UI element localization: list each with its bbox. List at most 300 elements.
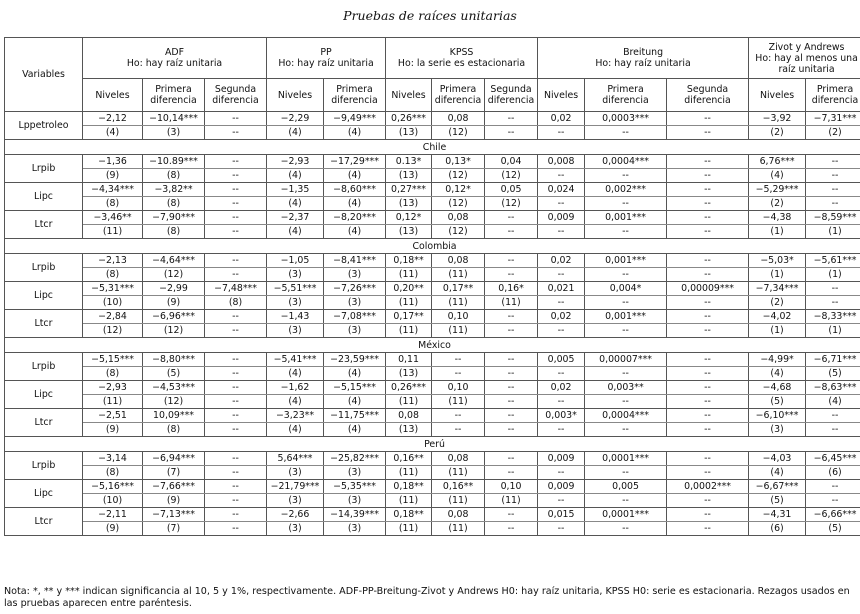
statistic-cell: 0,0001*** <box>585 508 667 522</box>
lag-cell: (5) <box>749 395 806 409</box>
statistic-cell: −4,68 <box>749 381 806 395</box>
table-row-lags <box>5 169 860 183</box>
lag-cell: (4) <box>267 395 324 409</box>
statistic-cell: -- <box>205 508 267 522</box>
lag-cell: -- <box>538 126 585 140</box>
statistic-cell: -- <box>205 310 267 324</box>
lag-cell: -- <box>667 494 749 508</box>
statistic-cell: 10,09*** <box>143 409 205 423</box>
table-row-statistics <box>5 508 860 522</box>
lag-cell: (4) <box>324 126 386 140</box>
statistic-cell: −7,13*** <box>143 508 205 522</box>
statistic-cell: −3,92 <box>749 112 806 126</box>
statistic-cell: −4,99* <box>749 353 806 367</box>
statistic-cell: 0,17** <box>432 282 485 296</box>
lag-cell: -- <box>585 466 667 480</box>
variables-header: Variables <box>5 38 83 112</box>
statistic-cell: -- <box>667 155 749 169</box>
statistic-cell: −5,41*** <box>267 353 324 367</box>
lag-cell: (1) <box>806 225 860 239</box>
statistic-cell: −2,99 <box>143 282 205 296</box>
lag-cell: -- <box>485 466 538 480</box>
statistic-cell: −2,13 <box>83 254 143 268</box>
lag-cell: (3) <box>324 494 386 508</box>
variable-name-cell: Lipc <box>5 282 83 310</box>
table-row-lags <box>5 522 860 536</box>
variable-name-cell: Lrpib <box>5 254 83 282</box>
statistic-cell: −3,46** <box>83 211 143 225</box>
statistic-cell: 0,005 <box>538 353 585 367</box>
lag-cell: (11) <box>485 296 538 310</box>
lag-cell: (11) <box>432 522 485 536</box>
variable-name-cell: Lrpib <box>5 353 83 381</box>
statistic-cell: −4,53*** <box>143 381 205 395</box>
table-row-statistics <box>5 211 860 225</box>
statistic-cell: 0,16** <box>386 452 432 466</box>
statistic-cell: -- <box>806 409 860 423</box>
header-text-line: PP <box>320 47 332 58</box>
statistic-cell: 0,001*** <box>585 310 667 324</box>
statistic-cell: 0,02 <box>538 254 585 268</box>
statistic-cell: -- <box>667 508 749 522</box>
lag-cell: (2) <box>749 197 806 211</box>
lag-cell: (11) <box>386 268 432 282</box>
country-section-label: Colombia <box>5 239 860 254</box>
table-row-lags <box>5 395 860 409</box>
statistic-cell: 0,18** <box>386 508 432 522</box>
header-row-groups <box>5 38 860 79</box>
lag-cell: (3) <box>324 466 386 480</box>
table-row-statistics <box>5 282 860 296</box>
statistic-cell: -- <box>806 282 860 296</box>
table-row-statistics <box>5 409 860 423</box>
statistic-cell: −8,20*** <box>324 211 386 225</box>
lag-cell: -- <box>585 268 667 282</box>
statistic-cell: −6,67*** <box>749 480 806 494</box>
lag-cell: -- <box>485 395 538 409</box>
statistic-cell: −4,02 <box>749 310 806 324</box>
statistic-cell: 0,005 <box>585 480 667 494</box>
group-header-zivot-andrews <box>749 38 860 79</box>
lag-cell: (4) <box>324 225 386 239</box>
subcol-header <box>205 79 267 112</box>
statistic-cell: 0,0002*** <box>667 480 749 494</box>
statistic-cell: −5,35*** <box>324 480 386 494</box>
lag-cell: -- <box>205 395 267 409</box>
statistic-cell: -- <box>432 409 485 423</box>
statistic-cell: 0,13* <box>432 155 485 169</box>
lag-cell: (13) <box>386 126 432 140</box>
table-row-statistics <box>5 452 860 466</box>
statistic-cell: 0,17** <box>386 310 432 324</box>
lag-cell: -- <box>205 197 267 211</box>
lag-cell: (9) <box>143 296 205 310</box>
statistic-cell: −21,79*** <box>267 480 324 494</box>
lag-cell: -- <box>667 268 749 282</box>
lag-cell: (3) <box>267 494 324 508</box>
lag-cell: (1) <box>749 225 806 239</box>
lag-cell: (8) <box>205 296 267 310</box>
header-text-line: Segunda <box>214 84 257 95</box>
lag-cell: (4) <box>324 197 386 211</box>
statistic-cell: -- <box>205 452 267 466</box>
statistic-cell: −3,14 <box>83 452 143 466</box>
lag-cell: -- <box>205 268 267 282</box>
statistic-cell: −6,66*** <box>806 508 860 522</box>
lag-cell: (12) <box>143 324 205 338</box>
lag-cell: (5) <box>143 367 205 381</box>
statistic-cell: −2,51 <box>83 409 143 423</box>
statistic-cell: −8,41*** <box>324 254 386 268</box>
table-row-statistics <box>5 480 860 494</box>
lag-cell: -- <box>205 169 267 183</box>
lag-cell: (12) <box>143 268 205 282</box>
lag-cell: (11) <box>432 466 485 480</box>
lag-cell: (3) <box>324 324 386 338</box>
lag-cell: -- <box>205 126 267 140</box>
lag-cell: (8) <box>83 197 143 211</box>
lag-cell: (7) <box>143 466 205 480</box>
lag-cell: -- <box>585 367 667 381</box>
statistic-cell: −10,14*** <box>143 112 205 126</box>
lag-cell: -- <box>485 423 538 437</box>
header-text-line: raíz unitaria <box>778 63 835 75</box>
lag-cell: (5) <box>749 494 806 508</box>
statistic-cell: −5,15*** <box>83 353 143 367</box>
statistic-cell: 0,27*** <box>386 183 432 197</box>
lag-cell: -- <box>538 268 585 282</box>
lag-cell: (4) <box>324 395 386 409</box>
statistic-cell: −7,66*** <box>143 480 205 494</box>
statistic-cell: -- <box>205 480 267 494</box>
lag-cell: (11) <box>386 522 432 536</box>
subcol-header <box>485 79 538 112</box>
lag-cell: (11) <box>432 324 485 338</box>
lag-cell: -- <box>205 225 267 239</box>
statistic-cell: −8,63*** <box>806 381 860 395</box>
header-text-line: Ho: hay raíz unitaria <box>278 58 374 69</box>
lag-cell: -- <box>432 423 485 437</box>
statistic-cell: 0,0004*** <box>585 155 667 169</box>
statistic-cell: −10.89*** <box>143 155 205 169</box>
header-text-line: Niveles <box>95 89 130 101</box>
lag-cell: -- <box>806 296 860 310</box>
lag-cell: (13) <box>386 197 432 211</box>
statistic-cell: −17,29*** <box>324 155 386 169</box>
table-row-lags <box>5 367 860 381</box>
statistic-cell: −2,93 <box>83 381 143 395</box>
subcol-header <box>143 79 205 112</box>
lag-cell: (11) <box>432 296 485 310</box>
lag-cell: -- <box>538 367 585 381</box>
statistic-cell: 0,08 <box>386 409 432 423</box>
lag-cell: -- <box>585 296 667 310</box>
country-section-row <box>5 140 860 155</box>
statistic-cell: -- <box>205 155 267 169</box>
country-section-label: México <box>5 338 860 353</box>
lag-cell: (4) <box>749 367 806 381</box>
statistic-cell: -- <box>667 353 749 367</box>
statistic-cell: 0,08 <box>432 112 485 126</box>
statistic-cell: −7,34*** <box>749 282 806 296</box>
lag-cell: (11) <box>432 494 485 508</box>
table-note: Nota: *, ** y *** indican significancia al 10, 5 y 1%, respectivamente. ADF-PP-Breitung-Zivot y Andrews H0: hay raíz unitaria, KPSS H0: serie es estacionaria. Rezagos usados en las pruebas aparecen entre paréntesis. <box>4 586 850 609</box>
country-section-label: Chile <box>5 140 860 155</box>
lag-cell: (9) <box>83 423 143 437</box>
statistic-cell: −4,64*** <box>143 254 205 268</box>
statistic-cell: −6,45*** <box>806 452 860 466</box>
lag-cell: -- <box>667 324 749 338</box>
header-text-line: Niveles <box>759 89 795 101</box>
lag-cell: (8) <box>143 197 205 211</box>
statistic-cell: −3,23** <box>267 409 324 423</box>
statistic-cell: −14,39*** <box>324 508 386 522</box>
statistic-cell: −7,31*** <box>806 112 860 126</box>
statistic-cell: −6,10*** <box>749 409 806 423</box>
statistic-cell: 0,18** <box>386 480 432 494</box>
header-text-line: diferencia <box>331 95 378 106</box>
statistic-cell: −4,31 <box>749 508 806 522</box>
statistic-cell: −4,34*** <box>83 183 143 197</box>
lag-cell: -- <box>585 197 667 211</box>
statistic-cell: 0,26*** <box>386 112 432 126</box>
header-text-line: Primera <box>155 84 192 95</box>
lag-cell: -- <box>538 466 585 480</box>
lag-cell: (3) <box>749 423 806 437</box>
lag-cell: (4) <box>324 423 386 437</box>
group-header-kpss <box>386 38 538 79</box>
statistic-cell: 0,0003*** <box>585 112 667 126</box>
statistic-cell: -- <box>667 310 749 324</box>
header-text-line: Ho: hay raíz unitaria <box>126 58 223 69</box>
lag-cell: -- <box>538 324 585 338</box>
lag-cell: (11) <box>386 466 432 480</box>
lag-cell: -- <box>205 367 267 381</box>
lag-cell: (1) <box>806 324 860 338</box>
lag-cell: (8) <box>83 268 143 282</box>
lag-cell: -- <box>205 522 267 536</box>
statistic-cell: 0,002*** <box>585 183 667 197</box>
statistic-cell: −1,36 <box>83 155 143 169</box>
statistic-cell: 0,08 <box>432 452 485 466</box>
header-text-line: Breitung <box>623 47 664 58</box>
statistic-cell: 0,10 <box>485 480 538 494</box>
lag-cell: (11) <box>432 268 485 282</box>
lag-cell: (12) <box>485 197 538 211</box>
table-row-lags <box>5 324 860 338</box>
variable-name-cell: Lipc <box>5 381 83 409</box>
header-text-line: diferencia <box>150 95 197 106</box>
lag-cell: (8) <box>143 225 205 239</box>
lag-cell: -- <box>806 169 860 183</box>
statistic-cell: -- <box>667 254 749 268</box>
statistic-cell: -- <box>806 480 860 494</box>
country-section-row <box>5 338 860 353</box>
statistic-cell: −2,29 <box>267 112 324 126</box>
statistic-cell: 0,11 <box>386 353 432 367</box>
lag-cell: (11) <box>83 395 143 409</box>
lag-cell: (11) <box>432 395 485 409</box>
statistic-cell: -- <box>485 254 538 268</box>
statistic-cell: −11,75*** <box>324 409 386 423</box>
statistic-cell: 0.13* <box>386 155 432 169</box>
lag-cell: -- <box>538 423 585 437</box>
statistic-cell: −6,96*** <box>143 310 205 324</box>
statistic-cell: 0,08 <box>432 508 485 522</box>
statistic-cell: -- <box>806 183 860 197</box>
group-header-adf <box>83 38 267 79</box>
statistic-cell: 0,00009*** <box>667 282 749 296</box>
lag-cell: -- <box>667 225 749 239</box>
statistic-cell: −1,05 <box>267 254 324 268</box>
lag-cell: -- <box>485 268 538 282</box>
country-section-label: Perú <box>5 437 860 452</box>
table-row-statistics <box>5 112 860 126</box>
group-header-pp <box>267 38 386 79</box>
statistic-cell: 0,001*** <box>585 254 667 268</box>
lag-cell: (1) <box>749 324 806 338</box>
table-row-statistics <box>5 381 860 395</box>
group-header-breitung <box>538 38 749 79</box>
statistic-cell: -- <box>667 183 749 197</box>
lag-cell: (11) <box>386 395 432 409</box>
lag-cell: (8) <box>143 169 205 183</box>
statistic-cell: 0,009 <box>538 480 585 494</box>
lag-cell: (4) <box>749 466 806 480</box>
lag-cell: -- <box>205 324 267 338</box>
header-text-line: KPSS <box>449 47 474 58</box>
lag-cell: (12) <box>485 169 538 183</box>
subcol-header <box>267 79 324 112</box>
lag-cell: -- <box>585 225 667 239</box>
lag-cell: (3) <box>267 466 324 480</box>
lag-cell: (11) <box>485 494 538 508</box>
lag-cell: (3) <box>267 296 324 310</box>
statistic-cell: 0,26*** <box>386 381 432 395</box>
header-text-line: Niveles <box>543 89 579 101</box>
lag-cell: (3) <box>267 268 324 282</box>
statistic-cell: −1,43 <box>267 310 324 324</box>
table-row-statistics <box>5 183 860 197</box>
header-text-line: Zivot y Andrews <box>768 41 845 53</box>
lag-cell: -- <box>667 169 749 183</box>
statistic-cell: −7,08*** <box>324 310 386 324</box>
lag-cell: (4) <box>83 126 143 140</box>
lag-cell: (5) <box>806 522 860 536</box>
lag-cell: -- <box>585 324 667 338</box>
statistic-cell: -- <box>205 381 267 395</box>
lag-cell: -- <box>667 367 749 381</box>
statistic-cell: -- <box>667 452 749 466</box>
lag-cell: -- <box>667 296 749 310</box>
statistic-cell: −5,16*** <box>83 480 143 494</box>
header-text-line: diferencia <box>434 95 482 106</box>
variable-name-cell: Lipc <box>5 480 83 508</box>
lag-cell: -- <box>538 522 585 536</box>
lag-cell: (4) <box>324 367 386 381</box>
statistic-cell: 0,12* <box>432 183 485 197</box>
statistic-cell: -- <box>485 310 538 324</box>
header-text-line: diferencia <box>602 95 649 106</box>
statistic-cell: -- <box>205 183 267 197</box>
table-row-lags <box>5 126 860 140</box>
header-text-line: diferencia <box>212 95 259 106</box>
lag-cell: (3) <box>267 522 324 536</box>
statistic-cell: 0,10 <box>432 310 485 324</box>
country-section-row <box>5 239 860 254</box>
statistic-cell: −2,12 <box>83 112 143 126</box>
lag-cell: -- <box>538 395 585 409</box>
lag-cell: (3) <box>143 126 205 140</box>
header-text-line: Primera <box>439 84 477 95</box>
variable-name-cell: Ltcr <box>5 508 83 536</box>
lag-cell: (1) <box>806 268 860 282</box>
statistic-cell: 0,003** <box>585 381 667 395</box>
header-text-line: ADF <box>164 47 185 58</box>
lag-cell: -- <box>538 296 585 310</box>
lag-cell: (5) <box>806 367 860 381</box>
lag-cell: -- <box>205 466 267 480</box>
statistic-cell: −8,33*** <box>806 310 860 324</box>
subcol-header <box>538 79 585 112</box>
header-row-subcols <box>5 79 860 112</box>
table-body <box>5 38 860 536</box>
statistic-cell: 0,02 <box>538 112 585 126</box>
statistic-cell: −4,38 <box>749 211 806 225</box>
lag-cell: (13) <box>386 169 432 183</box>
statistic-cell: −1,35 <box>267 183 324 197</box>
statistic-cell: 0,02 <box>538 310 585 324</box>
statistic-cell: -- <box>667 409 749 423</box>
statistic-cell: 5,64*** <box>267 452 324 466</box>
statistic-cell: −8,60*** <box>324 183 386 197</box>
statistic-cell: −9,49*** <box>324 112 386 126</box>
statistic-cell: 0,004* <box>585 282 667 296</box>
lag-cell: (11) <box>386 324 432 338</box>
statistic-cell: −5,29*** <box>749 183 806 197</box>
table-row-lags <box>5 197 860 211</box>
header-text-line: Segunda <box>490 84 532 95</box>
statistic-cell: −25,82*** <box>324 452 386 466</box>
statistic-cell: -- <box>485 211 538 225</box>
lag-cell: (12) <box>83 324 143 338</box>
statistic-cell: −5,61*** <box>806 254 860 268</box>
statistic-cell: 6,76*** <box>749 155 806 169</box>
lag-cell: (8) <box>83 466 143 480</box>
statistic-cell: −7,48*** <box>205 282 267 296</box>
lag-cell: -- <box>667 423 749 437</box>
lag-cell: (3) <box>324 268 386 282</box>
statistic-cell: -- <box>485 381 538 395</box>
statistic-cell: 0,015 <box>538 508 585 522</box>
table-row-lags <box>5 423 860 437</box>
statistic-cell: 0,02 <box>538 381 585 395</box>
statistic-cell: -- <box>667 381 749 395</box>
lag-cell: -- <box>485 324 538 338</box>
lag-cell: (4) <box>267 225 324 239</box>
header-text-line: diferencia <box>487 95 535 106</box>
statistic-cell: −2,37 <box>267 211 324 225</box>
statistic-cell: 0,10 <box>432 381 485 395</box>
statistic-cell: 0,08 <box>432 254 485 268</box>
header-text-line: diferencia <box>811 95 859 106</box>
statistic-cell: 0,021 <box>538 282 585 296</box>
statistic-cell: 0,009 <box>538 452 585 466</box>
statistic-cell: 0,18** <box>386 254 432 268</box>
lag-cell: -- <box>538 494 585 508</box>
lag-cell: (4) <box>806 395 860 409</box>
statistic-cell: −23,59*** <box>324 353 386 367</box>
